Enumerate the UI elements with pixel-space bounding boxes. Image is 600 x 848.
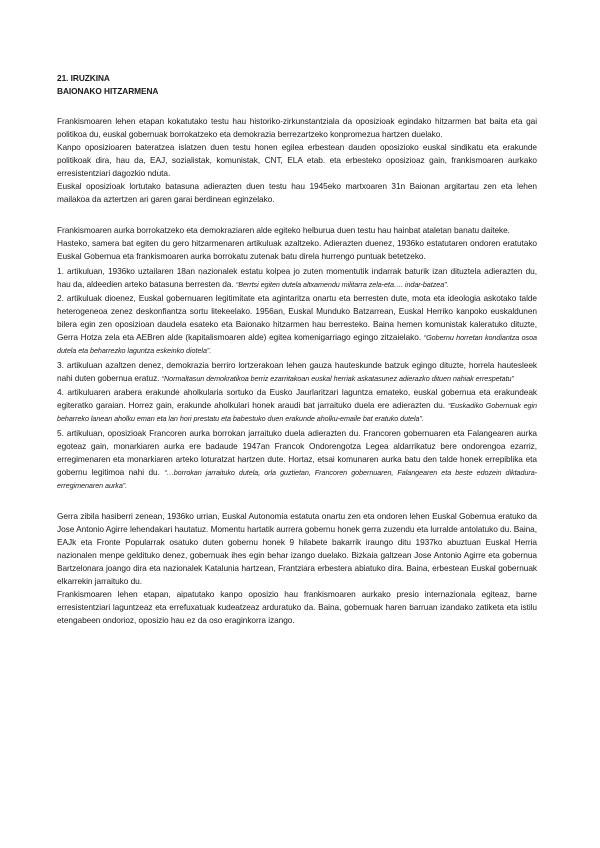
- body-paragraph: Hasteko, samera bat egiten du gero hitzarmenaren artikuluak azaltzeko. Adierazten duenez, 1936ko estatutaren ondoren eratutako Euskal Gobernua eta frankismoaren aurka borrokatu zutenak batu direla hurrengo puntuak betetzeko.: [57, 238, 537, 261]
- article-text: 2. artikuluak dioenez, Euskal gobernuaren legitimitate eta agintaritza onartu eta berresten dute, mota eta ideologia askotako talde heterogeneoa zenez deskonfiantza sortu litekeelako. 1956an, Euskal Munduko Batzarrean, Euskal Herriko kanpoko euskaldunen bilera egin zen oposizioan daudela esateko eta Baionako hitzarmen hau berresteko. Baina hemen komunistak kaleratuko dituzte, Gerra Hotza zela eta AEBren alde (kapitalismoaren alde) egitea komenigarriago egingo zitzaielako.: [57, 293, 537, 342]
- closing-paragraph: Frankismoaren lehen etapan, aipatutako kanpo oposizio hau frankismoaren aurkako presio internazionala egiteaz, barne erresistentziari laguntzeaz eta errefuxatuak kudeatzeaz arduratuko da. Baina, gobernuak haren barruan izandako zatiketa eta istilu etengabeen ondorioz, oposizio hau ez da oso eraginkorra izango.: [57, 588, 537, 625]
- article-quote: “…borrokan jarraituko dutela, orla guztietan, Francoren gobernuaren, Falangearen eta beste edozein diktadura-erregimenaren aurka”.: [57, 467, 537, 490]
- intro-paragraph: Kanpo oposizioaren bateratzea islatzen duen testu honen egilea erbestean dauden oposizioko euskal sindikatu eta erakunde politikoak dira, hau da, EAJ, sozialistak, komunistak, CNT, ELA etab. eta erbesteko oposizioaz gain, frankismoaren aurkako erresistentziari dagozkio nduta.: [57, 142, 537, 178]
- article-text: 1. artikuluan, 1936ko uztailaren 18an nazionalek estatu kolpea jo zuten momentutik indarrak baturik izan dituztela adierazten du, hau da, aldeedien arteko batasuna berresten da.: [57, 265, 537, 289]
- article-text: 4. artikuluaren arabera erakunde aholkularia sortuko da Eusko Jaurlaritzari laguntza emateko, euskal gobernua eta erakundeak egiteratko garaian. Horrez gain, erakunde aholkulari honek araudi bat jarraituko duela ere adierazten du.: [57, 387, 537, 410]
- article-text: 3. artikuluan azaltzen denez, demokrazia berriro lortzerakoan lehen gauza hauteskunde batzuk egingo dituzte, horrela hautesleek nahi duten gobernua eratuz.: [57, 359, 537, 383]
- article-quote: “Normaltasun demokratikoa berriz ezarritakoan euskal herriak askatasunez adierazko dituen nahiak errespetatu”: [161, 373, 514, 383]
- article-text: 5. artikuluan, oposizioak Francoren aurka borrokan jarraituko duela adierazten du. Francoren gobernuaren eta Falangearen aurka egoteaz gain, monarkiaren aurka ere badaude 1947an Francok Ondorengotza Legea aldarrikatuz bere ondorengoa ezarriz, erregimenaren eta monarkiaren arteko loturatzat hartzen dute. Hortaz, etsai komunaren aurka batu den talde honek errepiblika eta gobernu legitimoa nahi du.: [57, 427, 537, 477]
- article-paragraph: [57, 386, 537, 425]
- article-quote: “Euskadiko Gobernuak egin beharreko lanean aholku eman eta lan hori prestatu eta babestuko duen erakunde aholku-emaile bat eratuko dutela”.: [57, 401, 537, 423]
- intro-paragraph: Frankismoaren lehen etapan kokatutako testu hau historiko-zirkunstantziala da oposizioak egindako hitzarmen bat baita eta gai politikoa du, euskal gobernuak borrokatzeko eta demokrazia berrezartzeko konpromezua hartzen duelako.: [57, 116, 537, 139]
- document-title: BAIONAKO HITZARMENA: [57, 86, 159, 96]
- article-paragraph: [57, 359, 537, 385]
- article-paragraph: [57, 265, 537, 291]
- closing-paragraph: Gerra zibila hasiberri zenean, 1936ko urrian, Euskal Autonomia estatuta onartu zen eta ondoren lehen Euskal Gobernua eratuko da Jose Antonio Agirre lehendakari hautatuz. Momentu hartatik aurrera gobernu honek gerra zuzendu eta lurralde antolatuko du. Baina, EAJk eta Fronte Popularrak osatuko duten gobernu honek 9 hilabete bakarrik iraungo ditu 1937ko abuztuan Euskal Herria nazionalen menpe geldituko denez, gobernuak ihes egin behar izango duelako. Bizkaia galtzean Jose Antonio Agirre eta gobernua Bartzelonara joango dira eta nazionalek Katalunia hartzean, Frantziara erbestera abiatuko dira. Baina, erbestean Euskal gobernuak elkarrekin jarraituko du.: [57, 510, 537, 586]
- article-quote: “Gobernu horretan kondiantza osoa dutela eta beharrezko laguntza eskeinko diotela”.: [57, 333, 537, 355]
- document-body: [57, 72, 537, 627]
- intro-paragraph: Euskal oposizioak lortutako batasuna adierazten duen testu hau 1945eko martxoaren 31n Baionan argitartau zen eta lehen mailakoa da aztertzen ari garen garai berdinean eginzelako.: [57, 181, 537, 204]
- document-number: 21. IRUZKINA: [57, 73, 110, 83]
- article-paragraph: [57, 427, 537, 492]
- body-paragraph: Frankismoaren aurka borrokatzeko eta demokraziaren alde egiteko helburua duen testu hau hainbat ataletan banatu daiteke.: [57, 225, 510, 235]
- article-paragraph: [57, 292, 537, 357]
- article-quote: “Berrtsi egiten dutela altxamendu militarra zela-eta…. indar-batzea”.: [235, 279, 449, 289]
